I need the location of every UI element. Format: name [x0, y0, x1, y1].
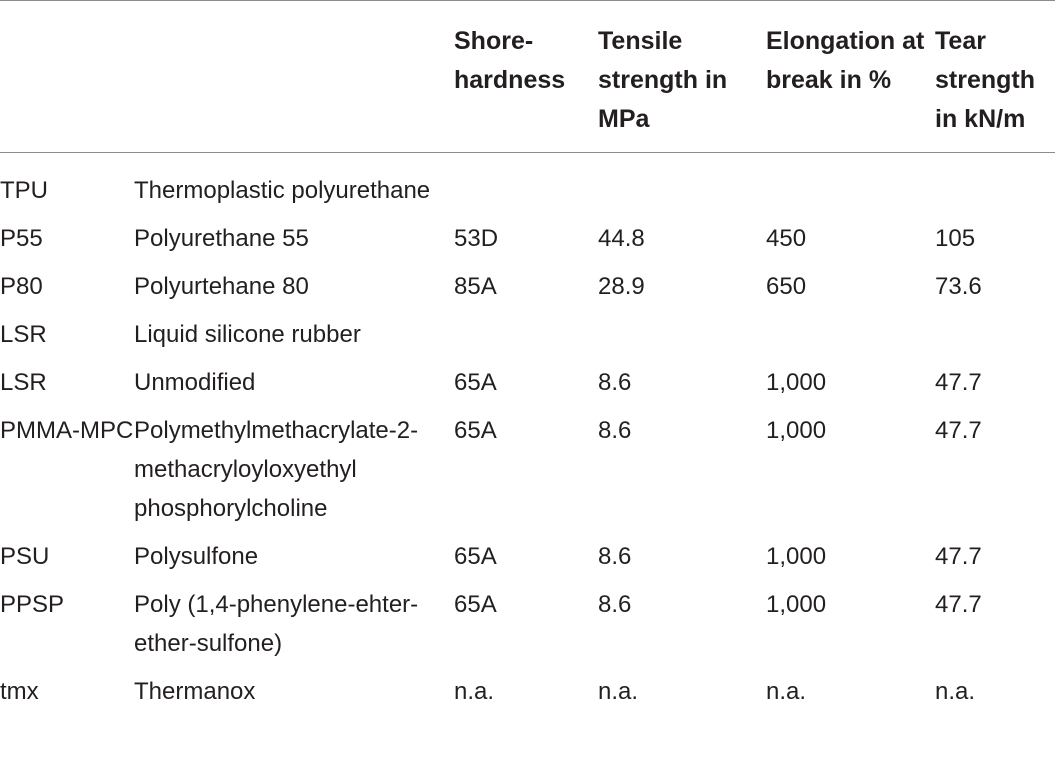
cell-shore-hardness: 65A [454, 543, 497, 570]
cell-tensile-strength: 44.8 [598, 225, 645, 252]
cell-elongation [766, 315, 935, 363]
cell-shore-hardness [454, 315, 598, 363]
table-row [0, 315, 1055, 363]
table-row [0, 153, 1055, 220]
cell-material-name: Poly (1,4-phenylene-ehter-ether-sulfone) [134, 591, 419, 657]
cell-tensile-strength: 8.6 [598, 591, 632, 618]
header-shore-hardness: Shore-hardness [454, 1, 598, 153]
cell-material-name: Polyurethane 55 [134, 225, 309, 252]
cell-abbreviation: tmx [0, 678, 39, 705]
cell-tear-strength: 47.7 [935, 417, 982, 444]
cell-abbreviation: PMMA-MPC [0, 417, 134, 444]
cell-shore-hardness: 65A [454, 591, 497, 618]
table-row [0, 672, 1055, 720]
cell-abbreviation: P55 [0, 225, 43, 252]
cell-material-name: Polymethylmethacrylate-2-methacryloyloxyethyl phosphorylcholine [134, 417, 419, 522]
cell-elongation: 1,000 [766, 369, 827, 396]
table-row [0, 585, 1055, 672]
cell-elongation: 1,000 [766, 591, 827, 618]
cell-tensile-strength [598, 153, 766, 220]
header-row [0, 1, 1055, 153]
header-tensile-strength: Tensile strength in MPa [598, 1, 766, 153]
cell-material-name: Thermanox [134, 678, 256, 705]
table-header [0, 1, 1055, 153]
cell-shore-hardness: 53D [454, 225, 499, 252]
table-row [0, 363, 1055, 411]
cell-tear-strength: 105 [935, 225, 976, 252]
table-row [0, 219, 1055, 267]
cell-tensile-strength: 8.6 [598, 417, 632, 444]
cell-abbreviation: P80 [0, 273, 43, 300]
header-material-name [134, 1, 454, 153]
table-row [0, 411, 1055, 537]
cell-tear-strength [935, 315, 1055, 363]
cell-tear-strength: 73.6 [935, 273, 982, 300]
cell-tear-strength: 47.7 [935, 543, 982, 570]
cell-shore-hardness: 85A [454, 273, 497, 300]
table-body [0, 153, 1055, 721]
cell-material-name: Polysulfone [134, 543, 259, 570]
cell-shore-hardness: 65A [454, 417, 497, 444]
cell-shore-hardness: 65A [454, 369, 497, 396]
cell-elongation: n.a. [766, 678, 807, 705]
cell-abbreviation: LSR [0, 369, 47, 396]
cell-material-name: Thermoplastic polyurethane [134, 177, 431, 204]
cell-tensile-strength: n.a. [598, 678, 639, 705]
cell-tensile-strength: 8.6 [598, 369, 632, 396]
cell-elongation: 450 [766, 225, 807, 252]
table-row [0, 267, 1055, 315]
cell-elongation: 1,000 [766, 417, 827, 444]
cell-tensile-strength: 28.9 [598, 273, 645, 300]
table-row [0, 537, 1055, 585]
cell-tear-strength: 47.7 [935, 591, 982, 618]
cell-material-name: Polyurtehane 80 [134, 273, 309, 300]
cell-shore-hardness [454, 153, 598, 220]
cell-elongation [766, 153, 935, 220]
cell-tear-strength: n.a. [935, 678, 976, 705]
cell-tear-strength [935, 153, 1055, 220]
cell-tensile-strength: 8.6 [598, 543, 632, 570]
cell-abbreviation: TPU [0, 177, 48, 204]
cell-material-name: Liquid silicone rubber [134, 321, 361, 348]
cell-material-name: Unmodified [134, 369, 256, 396]
cell-elongation: 650 [766, 273, 807, 300]
cell-abbreviation: PPSP [0, 591, 65, 618]
cell-abbreviation: LSR [0, 321, 47, 348]
cell-shore-hardness: n.a. [454, 678, 495, 705]
header-elongation-at-break: Elongation at break in % [766, 1, 935, 153]
cell-tear-strength: 47.7 [935, 369, 982, 396]
header-tear-strength: Tear strength in kN/m [935, 1, 1055, 153]
cell-abbreviation: PSU [0, 543, 50, 570]
header-abbreviation [0, 1, 134, 153]
cell-tensile-strength [598, 315, 766, 363]
cell-elongation: 1,000 [766, 543, 827, 570]
